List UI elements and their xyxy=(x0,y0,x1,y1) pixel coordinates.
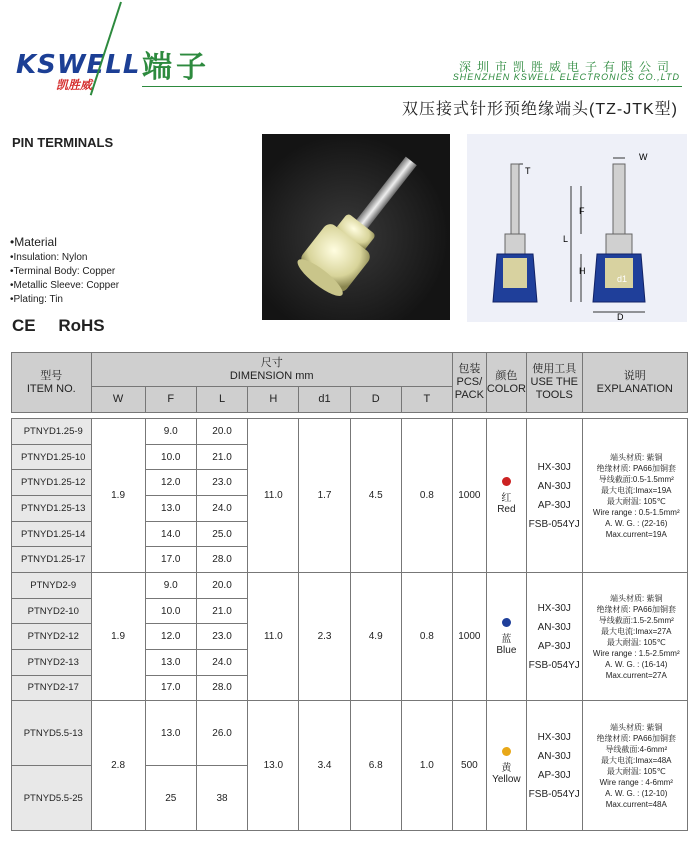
cell-f: 12.0 xyxy=(145,624,196,650)
material-title: • Material xyxy=(10,235,119,249)
page-header xyxy=(0,0,700,95)
cell-l: 26.0 xyxy=(196,701,247,766)
label-d1: d1 xyxy=(617,274,628,284)
company-name-en: SHENZHEN KSWELL ELECTRONICS CO.,LTD xyxy=(452,72,680,82)
cell-t: 1.0 xyxy=(401,701,452,831)
cell-d: 6.8 xyxy=(350,701,401,831)
color-dot-icon xyxy=(502,618,511,627)
cell-l: 23.0 xyxy=(196,470,247,496)
cell-model: PTNYD1.25-14 xyxy=(12,521,92,547)
cell-model: PTNYD2-17 xyxy=(12,675,92,701)
cell-l: 25.0 xyxy=(196,521,247,547)
table-row xyxy=(12,419,688,445)
label-t: T xyxy=(525,166,531,176)
cell-w: 2.8 xyxy=(91,701,145,831)
header-h: H xyxy=(248,387,299,413)
header-l: L xyxy=(196,387,247,413)
tool-name: AN-30J xyxy=(537,480,571,492)
explanation-line: 最大耐温: 105℃ xyxy=(606,766,666,776)
explanation-line: 导线截面:1.5-2.5mm² xyxy=(598,615,674,625)
header-w: W xyxy=(91,387,145,413)
color-cn: 红 xyxy=(501,492,512,504)
explanation-line: 最大电流:Imax=27A xyxy=(601,626,672,636)
spec-table xyxy=(11,352,688,831)
cell-pack: 1000 xyxy=(452,573,486,701)
cell-l: 21.0 xyxy=(196,598,247,624)
header-d: D xyxy=(350,387,401,413)
explanation-line: 最大耐温: 105℃ xyxy=(606,496,666,506)
header-divider xyxy=(142,86,682,87)
cell-tools xyxy=(526,573,582,701)
kswell-logo xyxy=(16,50,141,92)
cell-pack: 1000 xyxy=(452,419,486,573)
tool-name: HX-30J xyxy=(537,731,571,743)
logo-name-cn: 凯胜威 xyxy=(56,78,93,92)
cell-l: 28.0 xyxy=(196,547,247,573)
explanation-line: Wire range : 4-6mm² xyxy=(599,777,673,787)
cell-f: 17.0 xyxy=(145,675,196,701)
label-w: W xyxy=(639,152,648,162)
ce-mark: CE xyxy=(12,316,36,335)
company-name-cn: 深圳市凯胜威电子有限公司 xyxy=(458,60,675,74)
cell-f: 13.0 xyxy=(145,701,196,766)
explanation-line: A. W. G. : (12-10) xyxy=(605,788,668,798)
explanation-line: 端头材质: 紫铜 xyxy=(610,593,663,603)
cell-l: 24.0 xyxy=(196,496,247,522)
cell-color xyxy=(486,701,526,831)
header-pack: 包装 PCS/ PACK xyxy=(452,353,486,413)
material-list xyxy=(10,235,119,307)
cell-h: 13.0 xyxy=(248,701,299,831)
cell-f: 17.0 xyxy=(145,547,196,573)
cell-model: PTNYD1.25-13 xyxy=(12,496,92,522)
tool-name: FSB-054YJ xyxy=(528,518,580,530)
tool-name: HX-30J xyxy=(537,602,571,614)
cell-model: PTNYD2-9 xyxy=(12,573,92,599)
pin-terminals-title: PIN TERMINALS xyxy=(12,135,114,150)
cell-model: PTNYD1.25-9 xyxy=(12,419,92,445)
header-slash xyxy=(90,2,122,96)
tool-name: AN-30J xyxy=(537,621,571,633)
cell-f: 9.0 xyxy=(145,573,196,599)
cell-explanation xyxy=(582,701,687,831)
cell-d1: 3.4 xyxy=(299,701,350,831)
cell-l: 20.0 xyxy=(196,419,247,445)
cell-model: PTNYD2-13 xyxy=(12,649,92,675)
cell-h: 11.0 xyxy=(248,419,299,573)
cell-model: PTNYD5.5-25 xyxy=(12,766,92,831)
explanation-line: 端头材质: 紫铜 xyxy=(610,722,663,732)
rohs-mark: RoHS xyxy=(58,316,105,335)
certifications xyxy=(12,316,123,336)
cell-l: 23.0 xyxy=(196,624,247,650)
explanation-line: Wire range : 0.5-1.5mm² xyxy=(592,507,680,517)
header-model: 型号 ITEM NO. xyxy=(12,353,92,413)
pin-terminal-photo-icon xyxy=(262,134,450,320)
cell-f: 10.0 xyxy=(145,598,196,624)
header-dimension: 尺寸 DIMENSION mm xyxy=(91,353,452,387)
color-cn: 黄 xyxy=(501,762,512,774)
cell-color xyxy=(486,419,526,573)
cell-model: PTNYD2-10 xyxy=(12,598,92,624)
tool-name: HX-30J xyxy=(537,461,571,473)
explanation-line: 最大耐温: 105℃ xyxy=(606,637,666,647)
cell-color xyxy=(486,573,526,701)
material-item: • Terminal Body: Copper xyxy=(10,265,119,279)
explanation-line: Max.current=48A xyxy=(605,799,667,809)
cell-w: 1.9 xyxy=(91,419,145,573)
cell-model: PTNYD1.25-12 xyxy=(12,470,92,496)
cell-model: PTNYD2-12 xyxy=(12,624,92,650)
cell-d1: 1.7 xyxy=(299,419,350,573)
label-h: H xyxy=(579,266,586,276)
header-explanation: 说明 EXPLANATION xyxy=(582,353,687,413)
explanation-line: 绝缘材质: PA66加铜套 xyxy=(596,604,676,614)
cell-l: 24.0 xyxy=(196,649,247,675)
cell-t: 0.8 xyxy=(401,573,452,701)
cell-l: 28.0 xyxy=(196,675,247,701)
cell-f: 25 xyxy=(145,766,196,831)
header-f: F xyxy=(145,387,196,413)
cell-tools xyxy=(526,701,582,831)
material-item: • Insulation: Nylon xyxy=(10,251,119,265)
cell-f: 10.0 xyxy=(145,444,196,470)
table-row xyxy=(12,573,688,599)
cell-d: 4.5 xyxy=(350,419,401,573)
header-d1: d1 xyxy=(299,387,350,413)
tool-name: AP-30J xyxy=(537,769,571,781)
color-en: Yellow xyxy=(492,773,521,785)
cell-l: 38 xyxy=(196,766,247,831)
cell-model: PTNYD1.25-17 xyxy=(12,547,92,573)
explanation-line: 端头材质: 紫铜 xyxy=(610,452,663,462)
cell-model: PTNYD1.25-10 xyxy=(12,444,92,470)
tool-name: AP-30J xyxy=(537,499,571,511)
dimension-drawing xyxy=(467,134,687,322)
explanation-line: Max.current=27A xyxy=(605,670,667,680)
table-row xyxy=(12,701,688,766)
cell-f: 13.0 xyxy=(145,649,196,675)
cell-explanation xyxy=(582,419,687,573)
cell-w: 1.9 xyxy=(91,573,145,701)
explanation-line: 导线截面:4-6mm² xyxy=(605,744,668,754)
cell-f: 13.0 xyxy=(145,496,196,522)
explanation-line: 绝缘材质: PA66加铜套 xyxy=(596,463,676,473)
cell-h: 11.0 xyxy=(248,573,299,701)
header-t: T xyxy=(401,387,452,413)
header-color: 颜色 COLOR xyxy=(486,353,526,413)
explanation-line: 导线截面:0.5-1.5mm² xyxy=(598,474,674,484)
logo-name: KSWELL xyxy=(16,50,141,80)
color-cn: 蓝 xyxy=(501,633,512,645)
cell-t: 0.8 xyxy=(401,419,452,573)
cell-f: 12.0 xyxy=(145,470,196,496)
header-tools: 使用工具 USE THE TOOLS xyxy=(526,353,582,413)
cell-model: PTNYD5.5-13 xyxy=(12,701,92,766)
product-title: 双压接式针形预绝缘端头(TZ-JTK型) xyxy=(402,101,678,118)
label-l: L xyxy=(563,234,569,244)
color-dot-icon xyxy=(502,747,511,756)
material-item: • Metallic Sleeve: Copper xyxy=(10,279,119,293)
tool-name: AP-30J xyxy=(537,640,571,652)
explanation-line: Max.current=19A xyxy=(605,529,667,539)
cell-tools xyxy=(526,419,582,573)
material-item: • Plating: Tin xyxy=(10,293,119,307)
color-en: Red xyxy=(497,503,516,515)
color-dot-icon xyxy=(502,477,511,486)
tool-name: FSB-054YJ xyxy=(528,659,580,671)
color-en: Blue xyxy=(496,644,517,656)
cell-f: 14.0 xyxy=(145,521,196,547)
cell-l: 21.0 xyxy=(196,444,247,470)
explanation-line: A. W. G. : (16-14) xyxy=(605,659,668,669)
tool-name: AN-30J xyxy=(537,750,571,762)
cell-pack: 500 xyxy=(452,701,486,831)
product-photo xyxy=(262,134,450,320)
explanation-line: Wire range : 1.5-2.5mm² xyxy=(592,648,680,658)
explanation-line: A. W. G. : (22-16) xyxy=(605,518,668,528)
cell-d1: 2.3 xyxy=(299,573,350,701)
section-title-cn: 端子 xyxy=(142,50,210,85)
cell-explanation xyxy=(582,573,687,701)
cell-d: 4.9 xyxy=(350,573,401,701)
label-d: D xyxy=(617,312,624,322)
cell-l: 20.0 xyxy=(196,573,247,599)
cell-f: 9.0 xyxy=(145,419,196,445)
tool-name: FSB-054YJ xyxy=(528,788,580,800)
label-f: F xyxy=(579,206,585,216)
explanation-line: 绝缘材质: PA66加铜套 xyxy=(596,733,676,743)
explanation-line: 最大电流:Imax=19A xyxy=(601,485,672,495)
explanation-line: 最大电流:Imax=48A xyxy=(601,755,672,765)
